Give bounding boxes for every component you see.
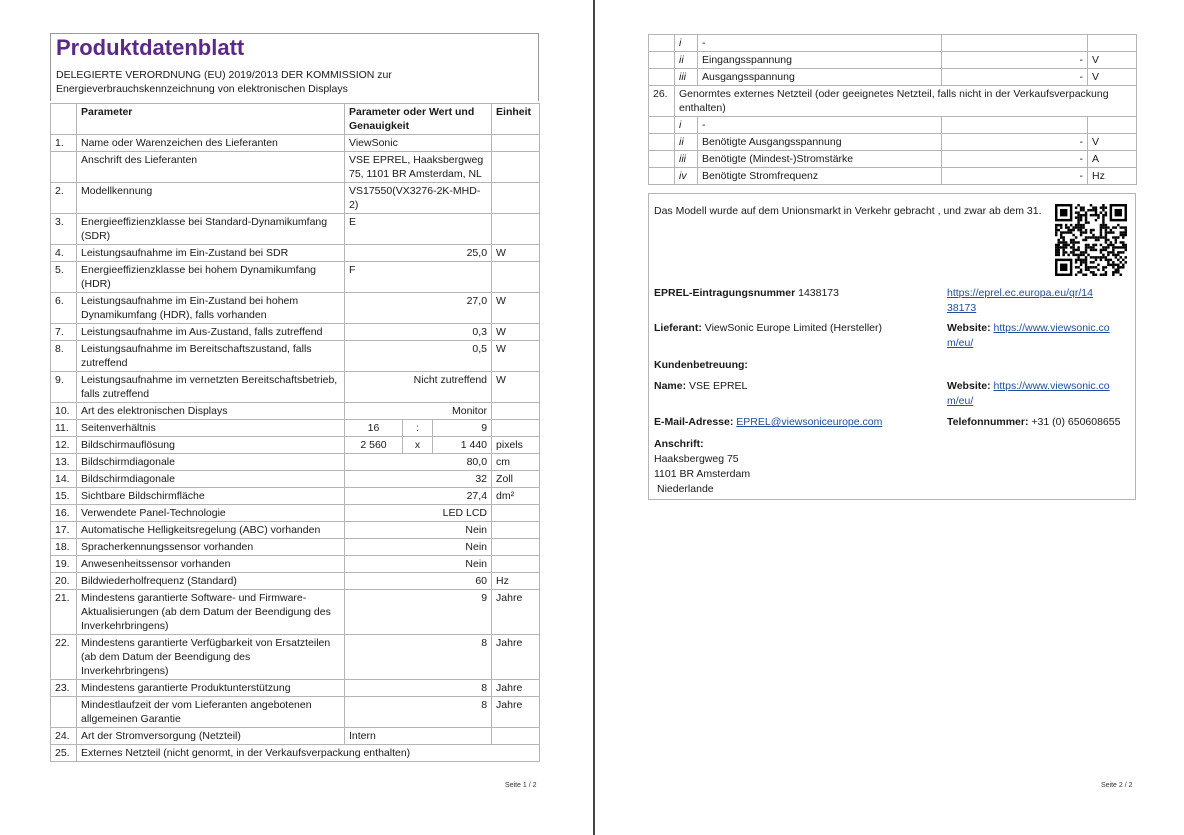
row-unit (1088, 35, 1137, 52)
row-number: 10. (51, 403, 77, 420)
header-param: Parameter (77, 104, 345, 135)
row-parameter: Mindestens garantierte Software- und Firmware-Aktualisierungen (ab dem Datum der Beendigung des Inverkehrbringens) (77, 590, 345, 635)
row-number: 23. (51, 680, 77, 697)
row-parameter: Anschrift des Lieferanten (77, 152, 345, 183)
row-label: - (698, 117, 942, 134)
eprel-number: 1438173 (798, 287, 839, 299)
website2-link-line2[interactable]: m/eu/ (947, 395, 974, 407)
row-value: E (345, 214, 492, 245)
row-unit: V (1088, 134, 1137, 151)
row-unit (492, 152, 540, 183)
phone-label: Telefonnummer: (947, 416, 1029, 428)
row-roman-index: iii (675, 151, 698, 168)
website-link-line1[interactable]: https://www.viewsonic.co (993, 322, 1110, 334)
row-number: 22. (51, 635, 77, 680)
row-parameter: Verwendete Panel-Technologie (77, 505, 345, 522)
row-value: - (942, 151, 1088, 168)
row-parameter: Spracherkennungssensor vorhanden (77, 539, 345, 556)
supplier-info-box (648, 193, 1136, 500)
row-number: 5. (51, 262, 77, 293)
row-unit: Hz (1088, 168, 1137, 185)
row-value: VSE EPREL, Haaksbergweg 75, 1101 BR Amsterdam, NL (345, 152, 492, 183)
row-unit: pixels (492, 437, 540, 454)
power-supply-row (649, 134, 1137, 151)
header-unit: Einheit (492, 104, 540, 135)
row-number: 20. (51, 573, 77, 590)
row-number: 6. (51, 293, 77, 324)
spec-row (51, 488, 540, 505)
phone-line (947, 415, 1120, 430)
row-roman-index: ii (675, 52, 698, 69)
row-number: 24. (51, 728, 77, 745)
row-value: 8 (345, 635, 492, 680)
name-value: VSE EPREL (689, 380, 748, 392)
address-line1: Haaksbergweg 75 (654, 453, 739, 465)
row-label: Benötigte Stromfrequenz (698, 168, 942, 185)
eprel-label: EPREL-Eintragungsnummer (654, 287, 796, 299)
row-unit (492, 728, 540, 745)
row-value: Intern (345, 728, 492, 745)
row-number (51, 152, 77, 183)
row-value (942, 35, 1088, 52)
header-value: Parameter oder Wert und Genauigkeit (345, 104, 492, 135)
row-parameter: Art der Stromversorgung (Netzteil) (77, 728, 345, 745)
row-number (649, 117, 675, 134)
power-supply-table (648, 34, 1137, 185)
row-number: 1. (51, 135, 77, 152)
row-value: 80,0 (345, 454, 492, 471)
row-number (51, 697, 77, 728)
row-label: Ausgangsspannung (698, 69, 942, 86)
row-label: - (698, 35, 942, 52)
power-supply-body (649, 35, 1137, 185)
row-number: 21. (51, 590, 77, 635)
section-26-row (649, 86, 1137, 117)
address-line3: Niederlande (657, 483, 714, 495)
power-supply-row (649, 69, 1137, 86)
spec-row (51, 341, 540, 372)
row-value: ViewSonic (345, 135, 492, 152)
row-number: 18. (51, 539, 77, 556)
row-value: 0,3 (345, 324, 492, 341)
row-value: LED LCD (345, 505, 492, 522)
customer-service-heading (654, 358, 748, 373)
row-number: 16. (51, 505, 77, 522)
spec-row (51, 214, 540, 245)
row-parameter: Bildschirmauflösung (77, 437, 345, 454)
eprel-link-line1[interactable]: https://eprel.ec.europa.eu/qr/14 (947, 287, 1093, 299)
power-supply-row (649, 168, 1137, 185)
spec-row (51, 680, 540, 697)
row-value: 25,0 (345, 245, 492, 262)
row-number: 25. (51, 745, 77, 762)
row-number (649, 35, 675, 52)
website2-link-line1[interactable]: https://www.viewsonic.co (993, 380, 1110, 392)
name-line (654, 379, 747, 394)
row-parameter: Energieeffizienzklasse bei hohem Dynamikumfang (HDR) (77, 262, 345, 293)
address-line2: 1101 BR Amsterdam (654, 468, 751, 480)
email-link[interactable]: EPREL@viewsoniceurope.com (736, 416, 883, 428)
row-parameter: Art des elektronischen Displays (77, 403, 345, 420)
row-parameter: Mindestens garantierte Produktunterstützung (77, 680, 345, 697)
row-number: 4. (51, 245, 77, 262)
website2-line (947, 379, 1110, 409)
row-unit: W (492, 341, 540, 372)
row-parameter: Leistungsaufnahme im Ein-Zustand bei SDR (77, 245, 345, 262)
document-title: Produktdatenblatt (56, 35, 245, 60)
supplier-label: Lieferant: (654, 322, 702, 334)
name-label: Name: (654, 380, 687, 392)
row-value: 0,5 (345, 341, 492, 372)
row-unit: V (1088, 69, 1137, 86)
section-26-label: Genormtes externes Netzteil (oder geeignetes Netzteil, falls nicht in der Verkaufsverpackung enthalten) (675, 86, 1137, 117)
row-parameter: Leistungsaufnahme im Ein-Zustand bei hohem Dynamikumfang (HDR), falls vorhanden (77, 293, 345, 324)
phone-value: +31 (0) 650608655 (1031, 416, 1121, 428)
spec-row (51, 728, 540, 745)
row-value: 32 (345, 471, 492, 488)
row-value: Nein (345, 522, 492, 539)
spec-body (51, 135, 540, 762)
row-unit: W (492, 324, 540, 341)
email-label: E-Mail-Adresse: (654, 416, 734, 428)
row-number: 7. (51, 324, 77, 341)
eprel-link-line2[interactable]: 38173 (947, 302, 977, 314)
row-parameter: Mindestlaufzeit der vom Lieferanten angebotenen allgemeinen Garantie (77, 697, 345, 728)
row-parameter: Externes Netzteil (nicht genormt, in der Verkaufsverpackung enthalten) (77, 745, 540, 762)
row-unit: Jahre (492, 635, 540, 680)
spec-row (51, 471, 540, 488)
row-number: 2. (51, 183, 77, 214)
spec-row (51, 324, 540, 341)
row-unit: Jahre (492, 697, 540, 728)
row-value-separator: x (403, 437, 433, 454)
row-number: 15. (51, 488, 77, 505)
row-label: Eingangsspannung (698, 52, 942, 69)
document-subtitle: DELEGIERTE VERORDNUNG (EU) 2019/2013 DER KOMMISSION zur Energieverbrauchskennzeichnung von elektronischen Displays (56, 69, 392, 95)
section-26-number: 26. (649, 86, 675, 117)
row-parameter: Bildwiederholfrequenz (Standard) (77, 573, 345, 590)
row-unit: Zoll (492, 471, 540, 488)
row-unit (492, 183, 540, 214)
row-value: - (942, 52, 1088, 69)
spec-row (51, 590, 540, 635)
row-value: 8 (345, 697, 492, 728)
power-supply-row (649, 35, 1137, 52)
customer-service-label: Kundenbetreuung: (654, 359, 748, 371)
spec-row (51, 522, 540, 539)
row-number: 12. (51, 437, 77, 454)
row-parameter: Bildschirmdiagonale (77, 454, 345, 471)
row-value: - (942, 134, 1088, 151)
row-unit: Jahre (492, 590, 540, 635)
row-number: 14. (51, 471, 77, 488)
supplier-line (654, 321, 882, 336)
row-number: 19. (51, 556, 77, 573)
row-number (649, 134, 675, 151)
row-value-first: 16 (345, 420, 403, 437)
spec-row (51, 152, 540, 183)
row-roman-index: iii (675, 69, 698, 86)
website2-label: Website: (947, 380, 991, 392)
spec-row (51, 454, 540, 471)
spec-row (51, 697, 540, 728)
row-unit (492, 505, 540, 522)
spec-header-row (51, 104, 540, 135)
row-roman-index: i (675, 117, 698, 134)
row-number (649, 52, 675, 69)
spec-row (51, 573, 540, 590)
row-unit: cm (492, 454, 540, 471)
row-value: Nicht zutreffend (345, 372, 492, 403)
row-value: Monitor (345, 403, 492, 420)
row-unit: Hz (492, 573, 540, 590)
row-unit: V (1088, 52, 1137, 69)
website-link-line2[interactable]: m/eu/ (947, 337, 974, 349)
row-parameter: Automatische Helligkeitsregelung (ABC) vorhanden (77, 522, 345, 539)
row-number: 13. (51, 454, 77, 471)
row-unit (492, 135, 540, 152)
row-parameter: Seitenverhältnis (77, 420, 345, 437)
spec-row (51, 372, 540, 403)
row-parameter: Anwesenheitssensor vorhanden (77, 556, 345, 573)
row-unit (492, 262, 540, 293)
row-parameter: Leistungsaufnahme im vernetzten Bereitschaftsbetrieb, falls zutreffend (77, 372, 345, 403)
eprel-line (654, 286, 839, 301)
qr-code-icon[interactable] (1055, 204, 1127, 276)
row-unit: W (492, 245, 540, 262)
row-number: 9. (51, 372, 77, 403)
row-unit: dm² (492, 488, 540, 505)
spec-row (51, 437, 540, 454)
supplier-value: ViewSonic Europe Limited (Hersteller) (704, 322, 882, 334)
row-value: 27,0 (345, 293, 492, 324)
spec-row (51, 539, 540, 556)
row-number: 3. (51, 214, 77, 245)
row-parameter: Modellkennung (77, 183, 345, 214)
spec-row (51, 745, 540, 762)
row-value: F (345, 262, 492, 293)
row-value: 8 (345, 680, 492, 697)
spec-row (51, 420, 540, 437)
row-roman-index: i (675, 35, 698, 52)
row-roman-index: ii (675, 134, 698, 151)
header-num (51, 104, 77, 135)
spec-row (51, 556, 540, 573)
power-supply-row (649, 151, 1137, 168)
power-supply-row (649, 52, 1137, 69)
row-parameter: Mindestens garantierte Verfügbarkeit von Ersatzteilen (ab dem Datum der Beendigung des Inverkehrbringens) (77, 635, 345, 680)
row-unit (492, 403, 540, 420)
row-parameter: Name oder Warenzeichen des Lieferanten (77, 135, 345, 152)
row-number (649, 168, 675, 185)
row-value: 27,4 (345, 488, 492, 505)
row-unit: W (492, 372, 540, 403)
row-label: Benötigte (Mindest-)Stromstärke (698, 151, 942, 168)
row-unit: A (1088, 151, 1137, 168)
row-value: Nein (345, 539, 492, 556)
row-number: 17. (51, 522, 77, 539)
row-parameter: Bildschirmdiagonale (77, 471, 345, 488)
row-number: 8. (51, 341, 77, 372)
row-value-separator: : (403, 420, 433, 437)
row-value: - (942, 69, 1088, 86)
spec-row (51, 245, 540, 262)
row-parameter: Energieeffizienzklasse bei Standard-Dynamikumfang (SDR) (77, 214, 345, 245)
row-unit (492, 556, 540, 573)
website-label: Website: (947, 322, 991, 334)
row-unit (1088, 117, 1137, 134)
spec-row (51, 262, 540, 293)
row-parameter: Sichtbare Bildschirmfläche (77, 488, 345, 505)
market-date-text: Das Modell wurde auf dem Unionsmarkt in Verkehr gebracht , und zwar ab dem 31. (654, 205, 1042, 217)
eprel-link[interactable] (947, 286, 1093, 316)
spec-row (51, 403, 540, 420)
row-number (649, 69, 675, 86)
row-value: VS17550(VX3276-2K-MHD-2) (345, 183, 492, 214)
power-supply-row (649, 117, 1137, 134)
row-unit: W (492, 293, 540, 324)
page-number-2: Seite 2 / 2 (1101, 782, 1133, 789)
row-unit (492, 539, 540, 556)
spec-row (51, 183, 540, 214)
row-value (942, 117, 1088, 134)
row-unit (492, 522, 540, 539)
address-label: Anschrift: (654, 438, 704, 450)
row-unit (492, 214, 540, 245)
row-parameter: Leistungsaufnahme im Bereitschaftszustand, falls zutreffend (77, 341, 345, 372)
row-value-first: 2 560 (345, 437, 403, 454)
row-value-second: 1 440 (433, 437, 492, 454)
address-block (654, 437, 750, 497)
row-number: 11. (51, 420, 77, 437)
row-label: Benötigte Ausgangsspannung (698, 134, 942, 151)
spec-row (51, 505, 540, 522)
row-unit: Jahre (492, 680, 540, 697)
spec-row (51, 293, 540, 324)
spec-row (51, 635, 540, 680)
row-value-second: 9 (433, 420, 492, 437)
page-number: Seite 1 / 2 (505, 782, 537, 789)
row-roman-index: iv (675, 168, 698, 185)
spec-row (51, 135, 540, 152)
website-line (947, 321, 1110, 351)
row-parameter: Leistungsaufnahme im Aus-Zustand, falls zutreffend (77, 324, 345, 341)
row-number (649, 151, 675, 168)
email-line (654, 415, 882, 430)
spec-table (50, 103, 540, 762)
row-value: 60 (345, 573, 492, 590)
row-value: Nein (345, 556, 492, 573)
row-value: - (942, 168, 1088, 185)
row-unit (492, 420, 540, 437)
row-value: 9 (345, 590, 492, 635)
